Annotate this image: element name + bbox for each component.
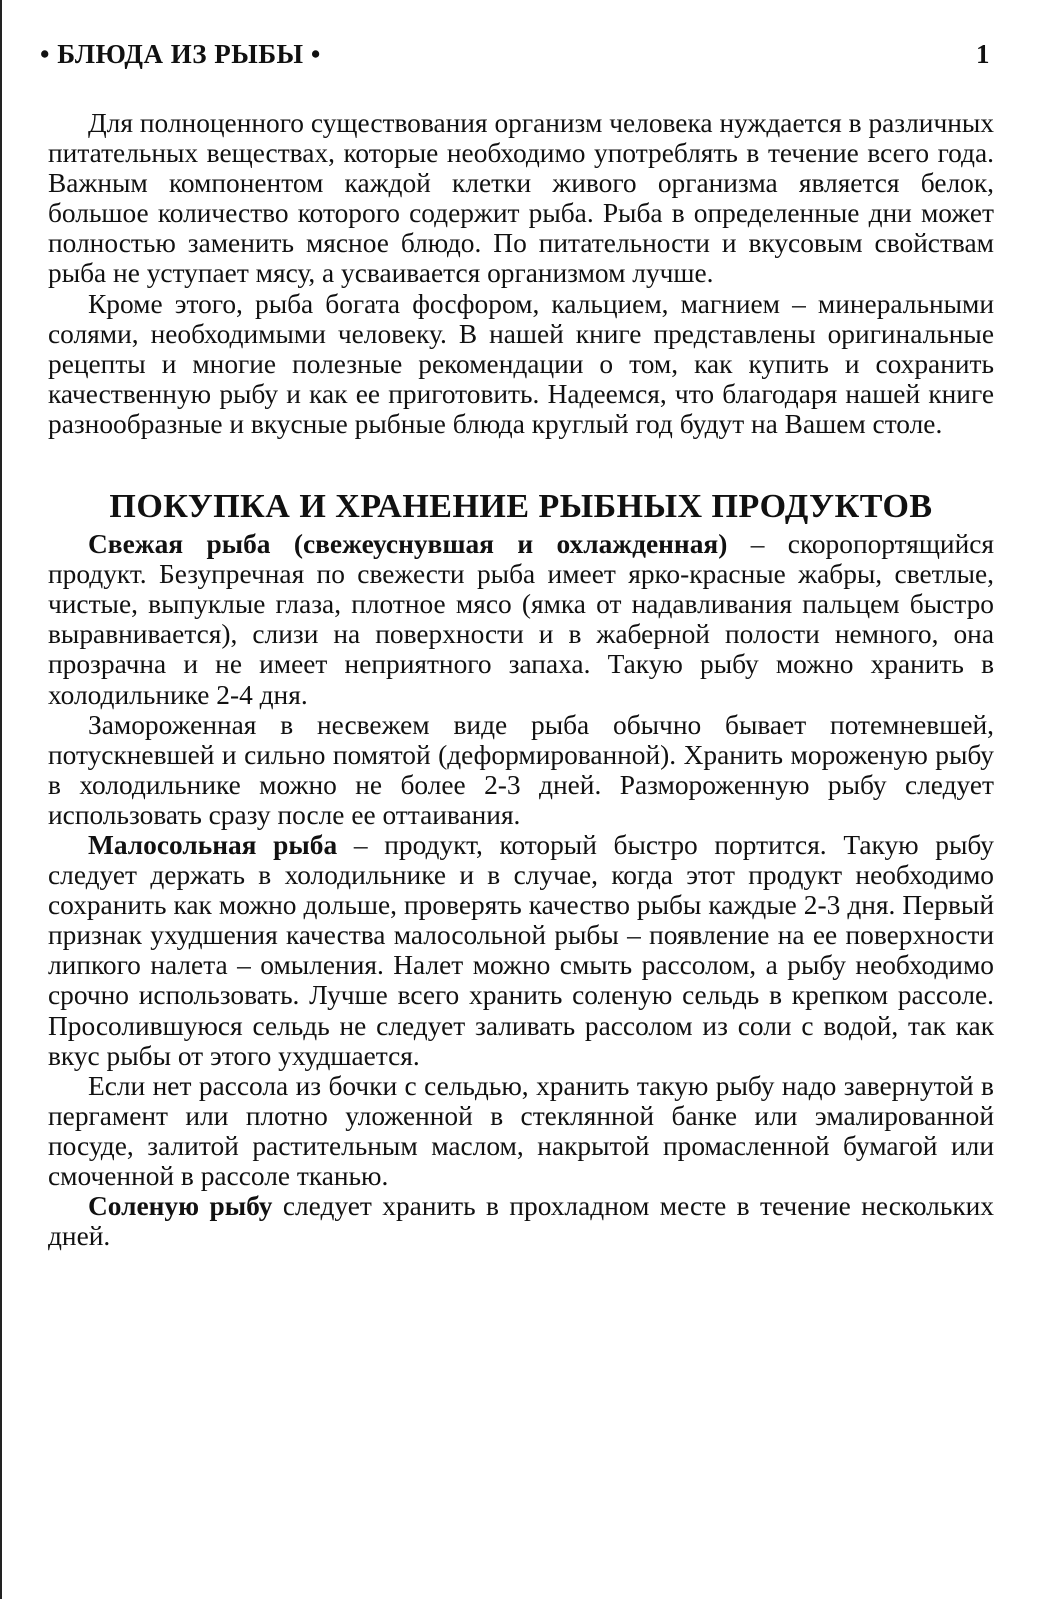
paragraph-salted-fish-text: следует хранить в прохладном месте в течение нескольких дней.	[48, 1191, 994, 1252]
term-salted-fish: Соленую рыбу	[88, 1191, 273, 1222]
paragraph-fresh-fish	[48, 529, 994, 710]
paragraph-lightly-salted-fish	[48, 830, 994, 1071]
section-title: • БЛЮДА ИЗ РЫБЫ •	[40, 38, 321, 69]
running-head	[40, 34, 990, 74]
section-heading: ПОКУПКА И ХРАНЕНИЕ РЫБНЫХ ПРОДУКТОВ	[109, 488, 933, 526]
paragraph-no-brine: Если нет рассола из бочки с сельдью, хранить такую рыбу надо завернутой в пергамент или плотно уложенной в стеклянной банке или эмалированной посуде, залитой растительным маслом, накрытой промасленной бумагой или смоченной в рассоле тканью.	[48, 1070, 994, 1191]
page-number: 1	[976, 38, 990, 69]
paragraph-frozen-fish: Замороженная в несвежем виде рыба обычно бывает потемневшей, потускневшей и сильно помятой (деформированной). Хранить мороженую рыбу в холодильнике можно не более 2-3 дней. Размороженную рыбу следует использовать сразу после ее оттаивания.	[48, 709, 994, 830]
page-content	[48, 108, 994, 1251]
intro-paragraph-1: Для полноценного существования организм человека нуждается в различных питательных веществах, которые необходимо употреблять в течение всего года. Важным компонентом каждой клетки живого организма является белок, большое количество которого содержит рыба. Рыба в определенные дни может полностью заменить мясное блюдо. По питательности и вкусовым свойствам рыба не уступает мясу, а усваивается организмом лучше.	[48, 108, 994, 289]
intro-paragraph-2: Кроме этого, рыба богата фосфором, кальцием, магнием – минеральными солями, необходимыми человеку. В нашей книге представлены оригинальные рецепты и многие полезные рекомендации о том, как купить и сохранить качественную рыбу и как ее приготовить. Надеемся, что благодаря нашей книге разнообразные и вкусные рыбные блюда круглый год будут на Вашем столе.	[48, 288, 994, 439]
term-lightly-salted-fish: Малосольная рыба	[88, 829, 338, 860]
paragraph-lightly-salted-text: – продукт, который быстро портится. Такую рыбу следует держать в холодильнике и в случае, когда этот продукт необходимо сохранить как можно дольше, проверять качество рыбы каждые 2-3 дня. Первый признак ухудшения качества малосольной рыбы – появление на ее поверхности липкого налета – омыления. Налет можно смыть рассолом, а рыбу необходимо срочно использовать. Лучше всего хранить соленую сельдь в крепком рассоле. Просолившуюся сельдь не следует заливать рассолом из соли с водой, так как вкус рыбы от этого ухудшается.	[48, 829, 994, 1071]
term-fresh-fish: Свежая рыба (свежеуснувшая и охлажденная)	[88, 529, 728, 560]
paragraph-salted-fish	[48, 1191, 994, 1251]
paragraph-fresh-fish-text: – скоропортящийся продукт. Безупречная по свежести рыба имеет ярко-красные жабры, светлые, чистые, выпуклые глаза, плотное мясо (ямка от надавливания пальцем быстро выравнивается), слизи на поверхности и в жаберной полости немного, она прозрачна и не имеет неприятного запаха. Такую рыбу можно хранить в холодильнике 2-4 дня.	[48, 529, 994, 710]
